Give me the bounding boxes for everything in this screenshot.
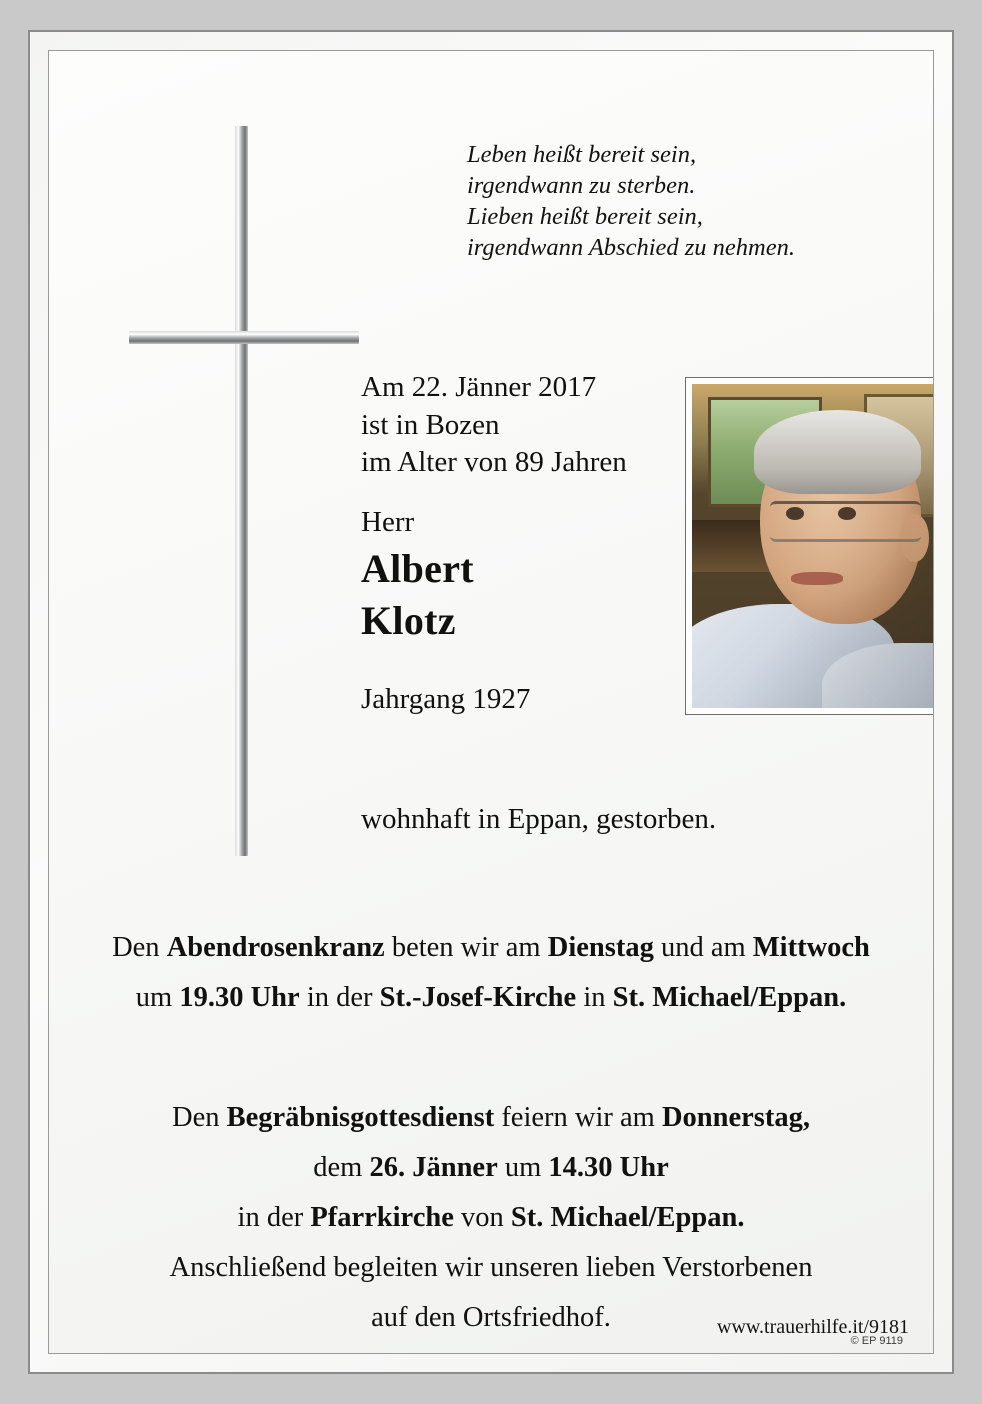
residence-line: wohnhaft in Eppan, gestorben. (361, 803, 717, 835)
memorial-poem (467, 139, 934, 263)
death-intro (361, 369, 681, 482)
death-place-line: ist in Bozen (361, 408, 500, 441)
rosary-line-2: um 19.30 Uhr in der St.-Josef-Kirche in St. Michael/Eppan. (135, 982, 847, 1013)
funeral-line-5: auf den Ortsfriedhof. (371, 1302, 611, 1333)
cross-horizontal-bar (129, 331, 359, 344)
birth-year: Jahrgang 1927 (361, 683, 531, 715)
deceased-details (361, 369, 681, 719)
copyright-notice: © EP 9119 (850, 1335, 903, 1347)
death-age-line: im Alter von 89 Jahren (361, 446, 627, 478)
poem-line-1: Leben heißt bereit sein, (467, 141, 697, 168)
funeral-announcement (89, 1093, 893, 1343)
last-name: Klotz (361, 598, 456, 643)
rosary-line-1: Den Abendrosenkranz beten wir am Dienstag und am Mittwoch (112, 932, 870, 963)
cross-vertical-bar (235, 126, 248, 856)
portrait-photo-frame (685, 377, 934, 715)
salutation: Herr (361, 505, 415, 538)
first-name: Albert (361, 546, 474, 591)
trauerhilfe-url[interactable]: www.trauerhilfe.it/9181 (717, 1316, 909, 1338)
funeral-line-1: Den Begräbnisgottesdienst feiern wir am Donnerstag, (171, 1102, 810, 1133)
rosary-announcement (89, 923, 893, 1023)
card-outer-frame (28, 30, 954, 1374)
death-date-line: Am 22. Jänner 2017 (361, 371, 597, 403)
poem-line-3: Lieben heißt bereit sein, (467, 203, 703, 230)
cross-icon (129, 126, 359, 856)
poem-line-4: irgendwann Abschied zu nehmen. (467, 234, 795, 261)
poem-line-2: irgendwann zu sterben. (467, 172, 696, 199)
funeral-line-3: in der Pfarrkirche von St. Michael/Eppan. (237, 1202, 745, 1233)
photo-shading (692, 384, 934, 708)
funeral-line-4: Anschließend begleiten wir unseren lieben Verstorbenen (169, 1252, 813, 1283)
funeral-line-2: dem 26. Jänner um 14.30 Uhr (313, 1152, 669, 1183)
portrait-photo (692, 384, 934, 708)
card-inner-frame (48, 50, 934, 1354)
